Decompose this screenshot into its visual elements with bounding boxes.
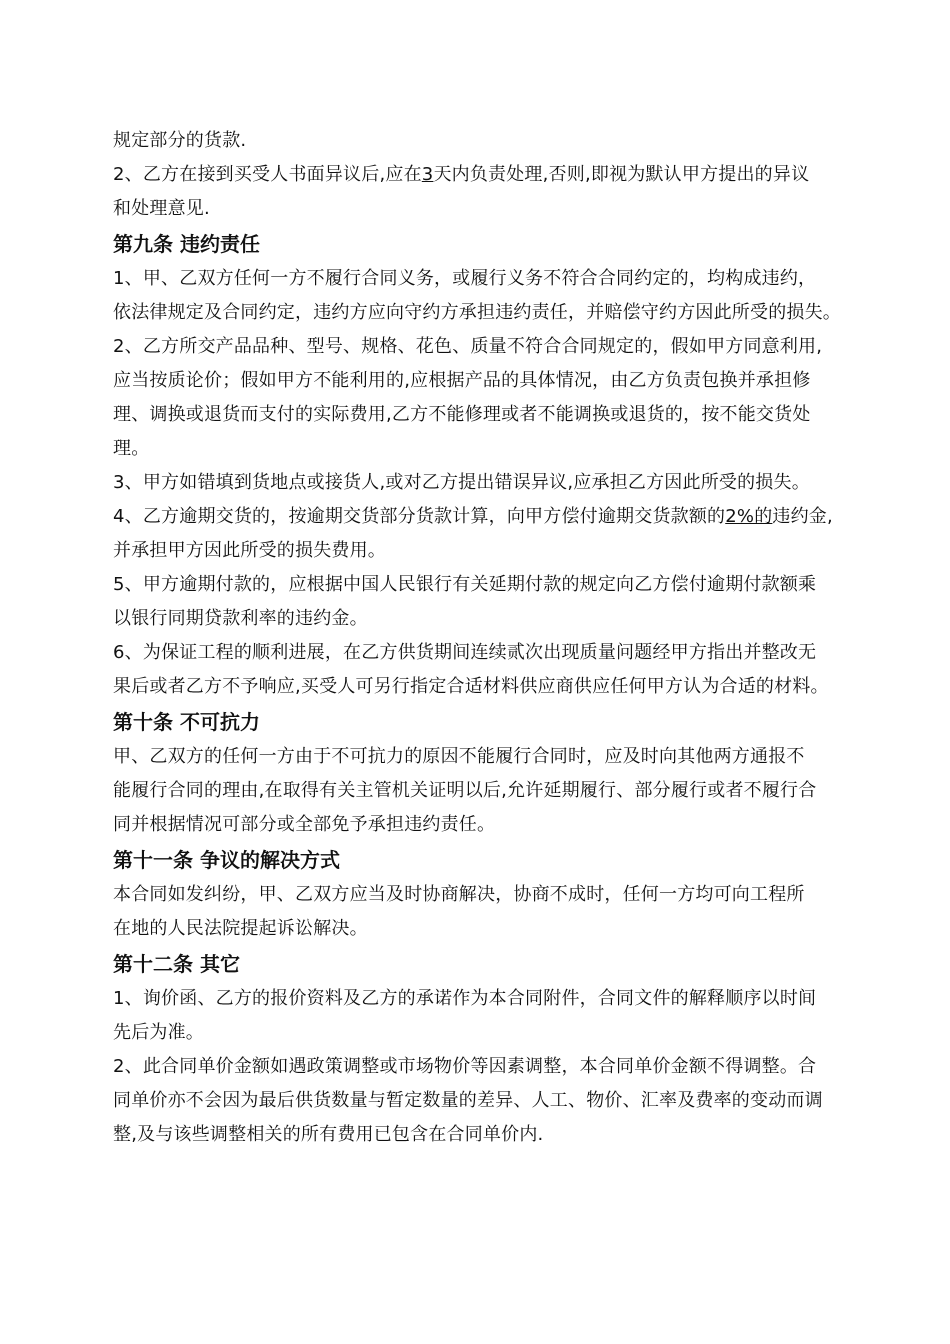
paragraph-line: 1、询价函、乙方的报价资料及乙方的承诺作为本合同附件，合同文件的解释顺序以时间 xyxy=(113,988,817,1009)
paragraph-line: 同单价亦不会因为最后供货数量与暂定数量的差异、人工、物价、汇率及费率的变动而调 xyxy=(113,1090,823,1111)
text-span: 天内负责处理,否则,即视为默认甲方提出的异议 xyxy=(433,164,810,185)
paragraph-line: 整,及与该些调整相关的所有费用已包含在合同单价内. xyxy=(113,1124,544,1145)
text-span: 2、乙方在接到买受人书面异议后,应在 xyxy=(113,164,422,185)
section-heading-12: 第十二条 其它 xyxy=(113,952,240,976)
document-body xyxy=(113,124,873,1152)
paragraph-line: 应当按质论价；假如甲方不能利用的,应根据产品的具体情况，由乙方负责包换并承担修 xyxy=(113,370,811,391)
paragraph-line: 并承担甲方因此所受的损失费用。 xyxy=(113,540,386,561)
paragraph-line: 5、甲方逾期付款的，应根据中国人民银行有关延期付款的规定向乙方偿付逾期付款额乘 xyxy=(113,574,817,595)
paragraph-line: 能履行合同的理由,在取得有关主管机关证明以后,允许延期履行、部分履行或者不履行合 xyxy=(113,780,817,801)
paragraph-line: 3、甲方如错填到货地点或接货人,或对乙方提出错误异议,应承担乙方因此所受的损失。 xyxy=(113,472,810,493)
section-heading-9: 第九条 违约责任 xyxy=(113,232,260,256)
paragraph-line: 同并根据情况可部分或全部免予承担违约责任。 xyxy=(113,814,496,835)
paragraph-line: 在地的人民法院提起诉讼解决。 xyxy=(113,918,368,939)
paragraph-line: 2、此合同单价金额如遇政策调整或市场物价等因素调整，本合同单价金额不得调整。合 xyxy=(113,1056,817,1077)
text-span: 违约金, xyxy=(772,506,833,527)
underlined-days: 3 xyxy=(421,164,434,185)
paragraph-line: 1、甲、乙双方任何一方不履行合同义务，或履行义务不符合合同约定的，均构成违约， xyxy=(113,268,817,289)
section-heading-11: 第十一条 争议的解决方式 xyxy=(113,848,340,872)
paragraph-line: 依法律规定及合同约定，违约方应向守约方承担违约责任，并赔偿守约方因此所受的损失。 xyxy=(113,302,841,323)
underlined-rate: 2%的 xyxy=(725,506,773,527)
paragraph-line: 2、乙方所交产品品种、型号、规格、花色、质量不符合合同规定的，假如甲方同意利用, xyxy=(113,336,823,357)
paragraph-line: 理。 xyxy=(113,438,150,459)
paragraph-line: 理、调换或退货而支付的实际费用,乙方不能修理或者不能调换或退货的，按不能交货处 xyxy=(113,404,811,425)
paragraph-line: 以银行同期贷款利率的违约金。 xyxy=(113,608,368,629)
paragraph-line: 甲、乙双方的任何一方由于不可抗力的原因不能履行合同时，应及时向其他两方通报不 xyxy=(113,746,805,767)
section-heading-10: 第十条 不可抗力 xyxy=(113,710,260,734)
paragraph-line: 先后为准。 xyxy=(113,1022,204,1043)
paragraph-line: 和处理意见. xyxy=(113,198,210,219)
text-span: 4、乙方逾期交货的，按逾期交货部分货款计算，向甲方偿付逾期交货款额的 xyxy=(113,506,726,527)
paragraph-line xyxy=(113,500,873,534)
paragraph-line xyxy=(113,158,873,192)
paragraph-line: 规定部分的货款. xyxy=(113,130,247,151)
paragraph-line: 果后或者乙方不予响应,买受人可另行指定合适材料供应商供应任何甲方认为合适的材料。 xyxy=(113,676,829,697)
paragraph-line: 本合同如发纠纷，甲、乙双方应当及时协商解决，协商不成时，任何一方均可向工程所 xyxy=(113,884,805,905)
paragraph-line: 6、为保证工程的顺利进展，在乙方供货期间连续贰次出现质量问题经甲方指出并整改无 xyxy=(113,642,817,663)
